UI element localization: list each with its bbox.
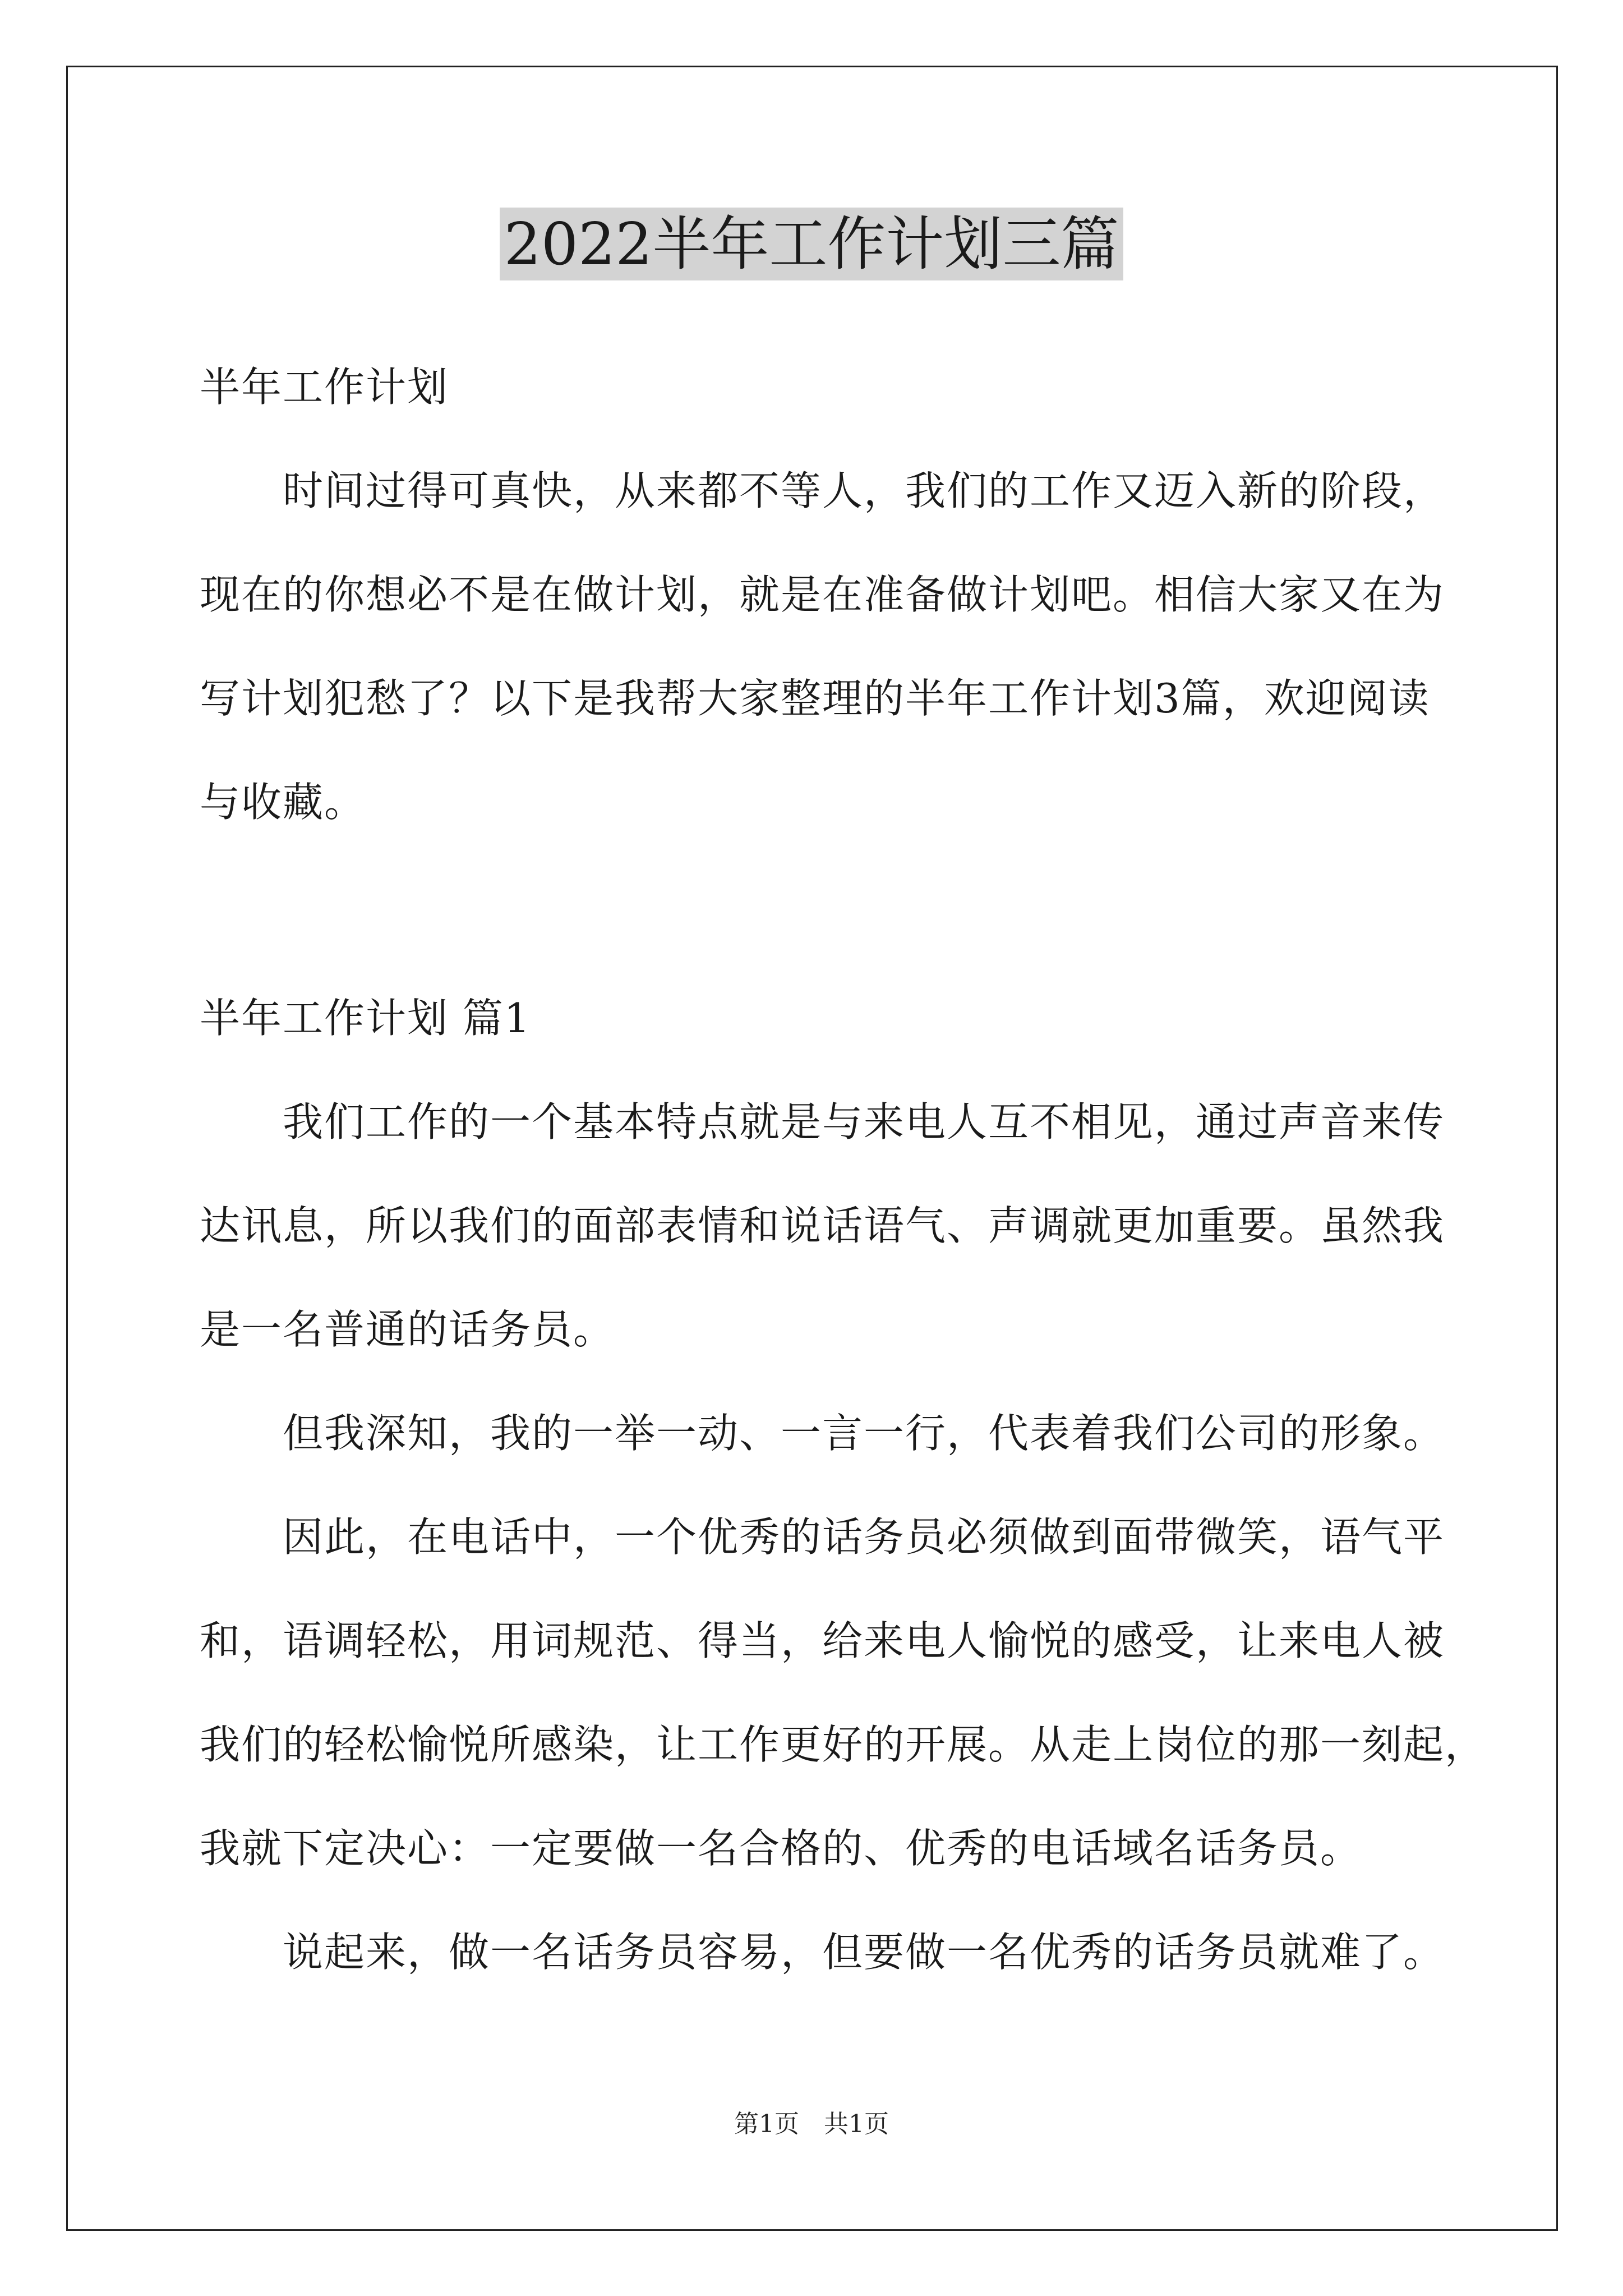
paragraph-line: 现在的你想必不是在做计划，就是在准备做计划吧。相信大家又在为 bbox=[200, 571, 1445, 618]
paragraph-line: 时间过得可真快，从来都不等人，我们的工作又迈入新的阶段， bbox=[200, 467, 1445, 514]
paragraph-line: 写计划犯愁了？以下是我帮大家整理的半年工作计划3篇，欢迎阅读 bbox=[200, 675, 1430, 722]
paragraph-line: 与收藏。 bbox=[200, 779, 366, 826]
paragraph-line: 因此，在电话中，一个优秀的话务员必须做到面带微笑，语气平 bbox=[200, 1513, 1445, 1561]
page-footer: 第1页 共1页 bbox=[734, 2110, 889, 2138]
section-heading: 半年工作计划 bbox=[200, 364, 449, 411]
paragraph-line: 和，语调轻松，用词规范、得当，给来电人愉悦的感受，让来电人被 bbox=[200, 1617, 1445, 1664]
document-title bbox=[0, 205, 1623, 283]
paragraph-line: 我们的轻松愉悦所感染，让工作更好的开展。从走上岗位的那一刻起， bbox=[200, 1721, 1487, 1768]
paragraph-line: 是一名普通的话务员。 bbox=[200, 1306, 615, 1353]
paragraph-line: 我就下定决心：一定要做一名合格的、优秀的电话域名话务员。 bbox=[200, 1825, 1362, 1872]
paragraph-line: 达讯息，所以我们的面部表情和说话语气、声调就更加重要。虽然我 bbox=[200, 1202, 1445, 1249]
paragraph-line: 但我深知，我的一举一动、一言一行，代表着我们公司的形象。 bbox=[200, 1410, 1445, 1457]
section-heading: 半年工作计划 篇1 bbox=[200, 995, 531, 1042]
paragraph-line: 说起来，做一名话务员容易，但要做一名优秀的话务员就难了。 bbox=[200, 1929, 1445, 1976]
document-title-text: 2022半年工作计划三篇 bbox=[500, 208, 1124, 280]
paragraph-line: 我们工作的一个基本特点就是与来电人互不相见，通过声音来传 bbox=[200, 1098, 1445, 1145]
